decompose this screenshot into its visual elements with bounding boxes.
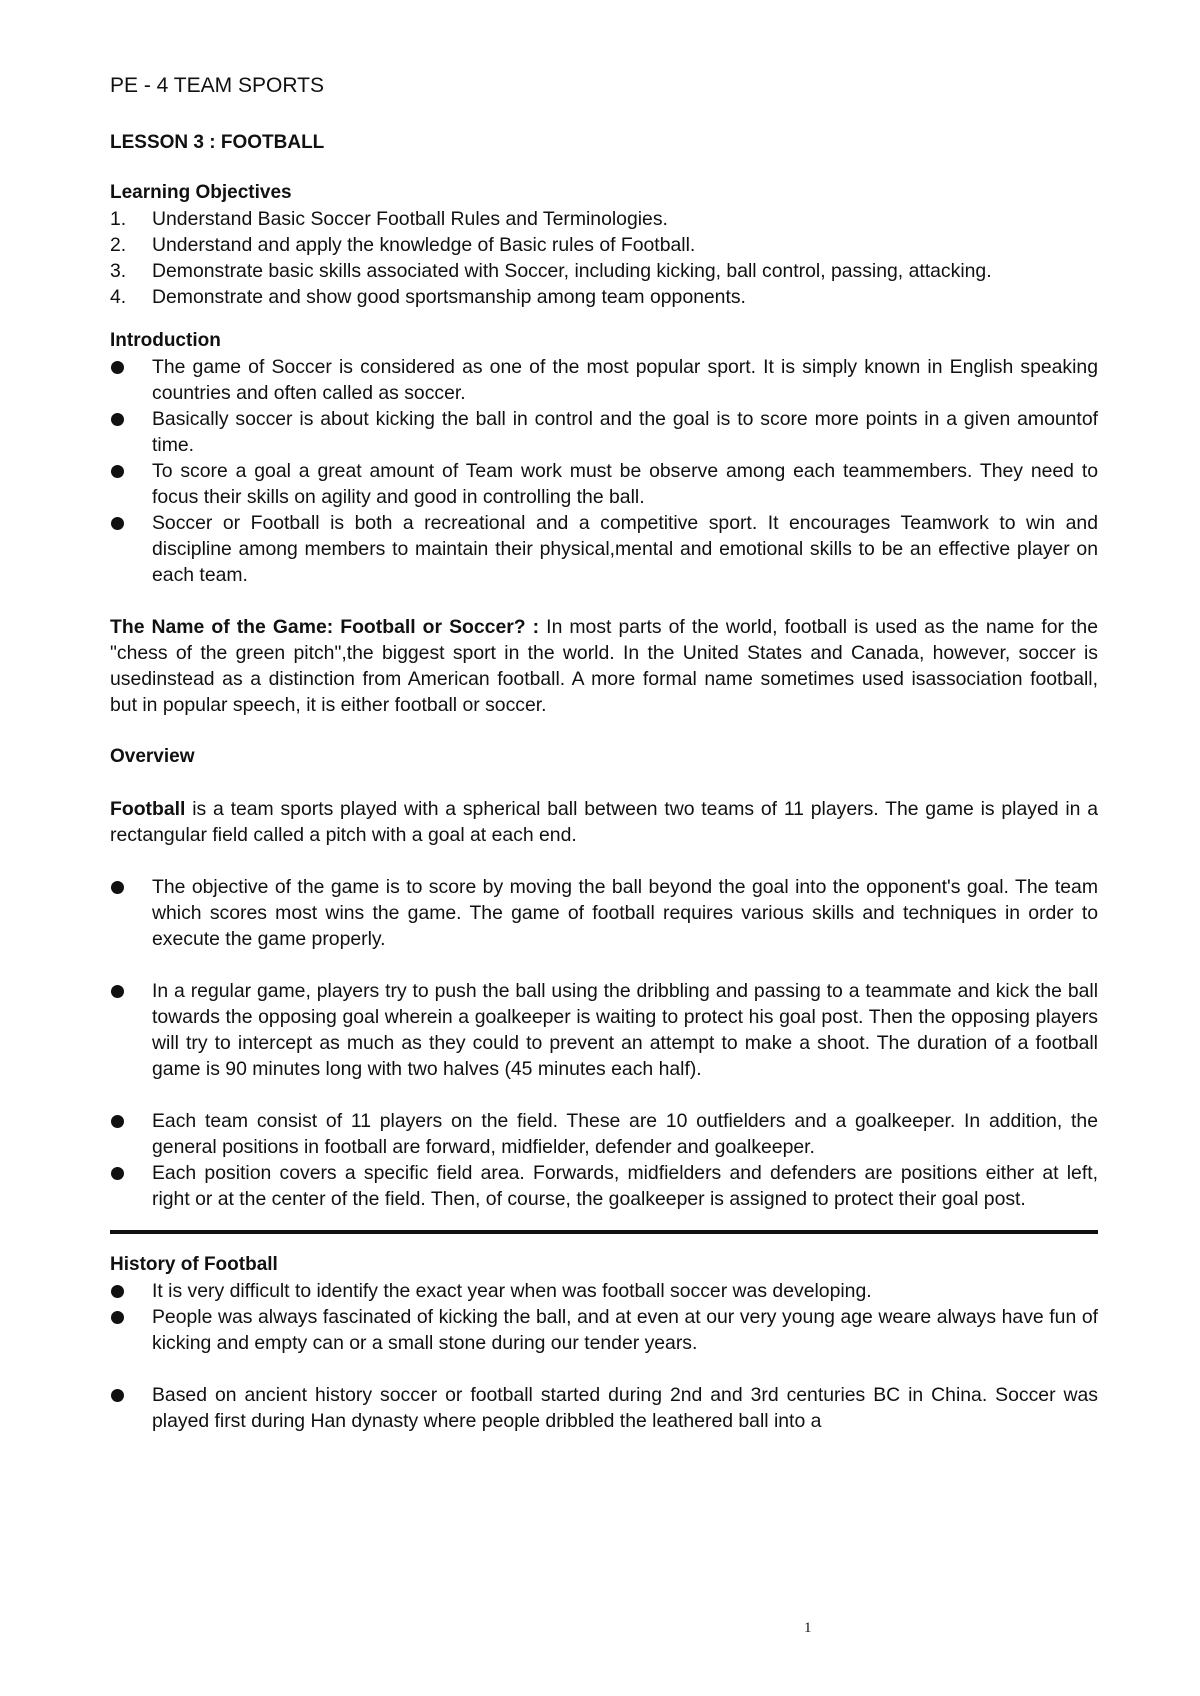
section-divider bbox=[110, 1230, 1098, 1234]
document-title: PE - 4 TEAM SPORTS bbox=[110, 74, 324, 97]
bullet-icon bbox=[111, 985, 124, 998]
bullet-icon bbox=[111, 1285, 124, 1298]
name-of-game-paragraph: The Name of the Game: Football or Soccer? : In most parts of the world, football is used as the name for the "chess of the green pitch",the biggest sport in the world. In the United States and Canada, however, soccer is usedinstead as a distinction from American football. A more formal name sometimes used isassociation football, but in popular speech, it is either football or soccer. bbox=[110, 616, 1098, 716]
list-item: Each position covers a specific field area. Forwards, midfielders and defenders are positions either at left, right or at the center of the field. Then, of course, the goalkeeper is assigned to protect their goal post. bbox=[110, 1160, 1098, 1212]
introduction-list bbox=[110, 354, 1098, 588]
overview-list bbox=[110, 978, 1098, 1082]
bullet-icon bbox=[111, 517, 124, 530]
objectives-heading: Learning Objectives bbox=[110, 182, 292, 203]
bullet-icon bbox=[111, 1389, 124, 1402]
overview-list bbox=[110, 1108, 1098, 1212]
page-number: 1 bbox=[804, 1620, 812, 1636]
introduction-heading: Introduction bbox=[110, 330, 221, 351]
history-list bbox=[110, 1278, 1098, 1356]
list-item: Based on ancient history soccer or football started during 2nd and 3rd centuries BC in China. Soccer was played first during Han dynasty where people dribbled the leathered ball into a bbox=[110, 1382, 1098, 1434]
document-page bbox=[110, 74, 1098, 1434]
list-item: Each team consist of 11 players on the field. These are 10 outfielders and a goalkeeper. In addition, the general positions in football are forward, midfielder, defender and goalkeeper. bbox=[110, 1108, 1098, 1160]
objective-item: 3. Demonstrate basic skills associated with Soccer, including kicking, ball control, passing, attacking. bbox=[110, 260, 992, 282]
objectives-list bbox=[110, 206, 1098, 310]
overview-heading: Overview bbox=[110, 746, 195, 767]
history-heading: History of Football bbox=[110, 1254, 278, 1275]
bullet-icon bbox=[111, 1115, 124, 1128]
list-item: In a regular game, players try to push the ball using the dribbling and passing to a teammate and kick the ball towards the opposing goal wherein a goalkeeper is waiting to protect his goal post. Then the opposing players will try to intercept as much as they could to prevent an attempt to make a shoot. The duration of a football game is 90 minutes long with two halves (45 minutes each half). bbox=[110, 978, 1098, 1082]
objective-item: 2. Understand and apply the knowledge of Basic rules of Football. bbox=[110, 234, 696, 256]
objective-item: 4. Demonstrate and show good sportsmanship among team opponents. bbox=[110, 286, 746, 308]
list-item: People was always fascinated of kicking the ball, and at even at our very young age weare always have fun of kicking and empty can or a small stone during our tender years. bbox=[110, 1304, 1098, 1356]
list-item: Basically soccer is about kicking the ball in control and the goal is to score more points in a given amountof time. bbox=[110, 406, 1098, 458]
bullet-icon bbox=[111, 1311, 124, 1324]
bullet-icon bbox=[111, 413, 124, 426]
list-item: The game of Soccer is considered as one of the most popular sport. It is simply known in English speaking countries and often called as soccer. bbox=[110, 354, 1098, 406]
bullet-icon bbox=[111, 361, 124, 374]
history-list bbox=[110, 1382, 1098, 1434]
list-item: The objective of the game is to score by moving the ball beyond the goal into the opponent's goal. The team which scores most wins the game. The game of football requires various skills and techniques in order to execute the game properly. bbox=[110, 874, 1098, 952]
list-item: It is very difficult to identify the exact year when was football soccer was developing. bbox=[110, 1278, 1098, 1304]
bullet-icon bbox=[111, 881, 124, 894]
overview-lead-paragraph: Football is a team sports played with a spherical ball between two teams of 11 players. The game is played in a rectangular field called a pitch with a goal at each end. bbox=[110, 798, 1098, 846]
bullet-icon bbox=[111, 1167, 124, 1180]
list-item: Soccer or Football is both a recreational and a competitive sport. It encourages Teamwork to win and discipline among members to maintain their physical,mental and emotional skills to be an effective player on each team. bbox=[110, 510, 1098, 588]
objective-item: 1. Understand Basic Soccer Football Rules and Terminologies. bbox=[110, 208, 668, 230]
name-of-game-label: The Name of the Game: Football or Soccer? : bbox=[110, 616, 540, 638]
overview-list bbox=[110, 874, 1098, 952]
bullet-icon bbox=[111, 465, 124, 478]
lesson-title: LESSON 3 : FOOTBALL bbox=[110, 132, 325, 153]
list-item: To score a goal a great amount of Team work must be observe among each teammembers. They need to focus their skills on agility and good in controlling the ball. bbox=[110, 458, 1098, 510]
